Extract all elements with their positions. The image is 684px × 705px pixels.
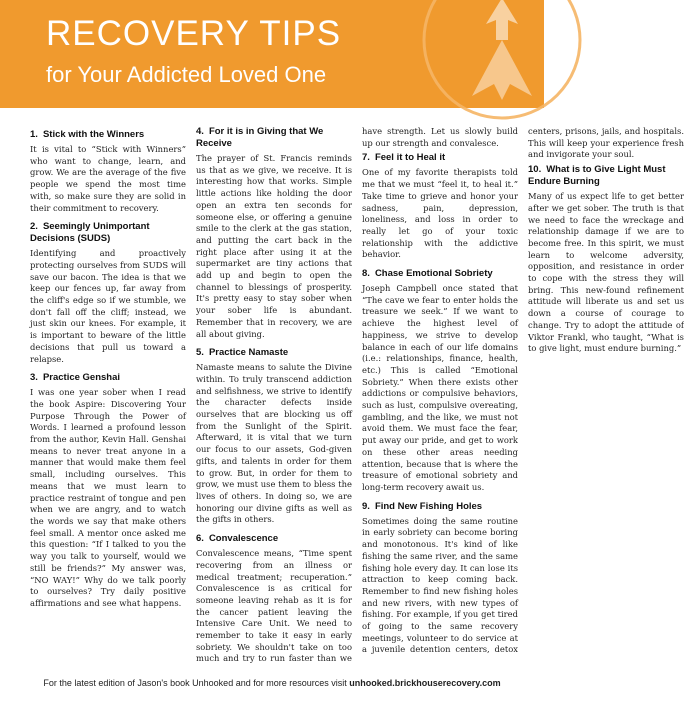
- tip-heading: 7. Feel it to Heal it: [362, 152, 446, 164]
- tip-body: Joseph Campbell once stated that “The cave we fear to enter holds the treasure we seek.” If we want to achieve the highest level of happiness, we strive to develop balance in each of our life domains (i.e.: relationships, finance, health, etc.) This is called “Emotional Sobriety.” When there exists other addictions or compulsive behaviors, such as lust, compulsive overeating, gambling, and the like, we must not avoid them. We must face the fear, put away our pride, and get to work on these other areas needing attention, because that is where the treasure of emotional sobriety and long-term recovery await us.: [362, 283, 518, 492]
- tip-heading: 6. Convalescence: [196, 533, 279, 545]
- tip-body: The prayer of St. Francis reminds us that as we give, we receive. It is interesting how that works. Simple little actions like holding the door open an extra ten seconds for someone else, or offering a genuine smile to the clerk at the gas station, and putting the cart back in the right place after using it at the supermarket are tiny actions that add up and begin to open the channel to blessings of prosperity. It's pretty easy to stay sober when your sober life is abundant. Remember that in recovery, we are all about giving.: [196, 153, 352, 339]
- tip-heading: 4. For it is in Giving that We Receive: [196, 126, 324, 149]
- tip-heading: 10. What is to Give Light Must Endure Burning: [528, 164, 666, 188]
- tip-body: Identifying and proactively protecting ourselves from SUDS will save our bacon. The idea is that we keep our fences up, far away from the cliff's edge so if we stumble, we don't fall off the cliff; instead, we just skin our knees. For example, it is important to beware of the little decisions that pull us toward a relapse.: [30, 248, 186, 364]
- tip-heading: 5. Practice Namaste: [196, 347, 289, 359]
- footer: [0, 678, 544, 688]
- page-subtitle: for Your Addicted Loved One: [46, 62, 327, 87]
- tip-10: [528, 164, 684, 355]
- tip-3: [30, 372, 186, 609]
- header-banner: [0, 0, 544, 108]
- tip-1: [30, 129, 186, 214]
- tip-heading: 1. Stick with the Winners: [30, 129, 145, 140]
- tip-heading: 9. Find New Fishing Holes: [362, 500, 483, 512]
- tip-heading: 8. Chase Emotional Sobriety: [362, 268, 493, 280]
- footer-link[interactable]: unhooked.brickhouserecovery.com: [349, 678, 501, 688]
- tip-body: One of my favorite therapists told me that we must “feel it, to heal it.” Take time to grieve and honor your sadness, pain, depression, loneliness, and loss in order to really let go of your toxic relationship with the addictive behavior.: [362, 167, 518, 260]
- tip-body: It is vital to “Stick with Winners” who want to change, learn, and grow. We are the average of the five people we spend the most time with, so make sure they are solid in their commitment to recovery.: [30, 144, 186, 213]
- tip-body: I was one year sober when I read the book Aspire: Discovering Your Purpose Through the Power of Words. I learned a profound lesson from the author, Kevin Hall. Genshai means to never treat anyone in a manner that would make them feel small, including ourselves. This means that we must learn to practice restraint of tongue and pen when we are angry, and to watch the words we say that make others feel small. A mentor once asked me this question: “If I talked to you the way you talk to yourself, would we still be friends?” My answer was, “NO WAY!” Why do we talk poorly to ourselves? Try daily positive affirmations and see what happens.: [30, 387, 186, 608]
- tip-body: Namaste means to salute the Divine within. To truly transcend addiction and selfishness, we strive to identify the character defects inside ourselves that are blocking us off from the Sunlight of the Spirit. Afterward, it is vital that we turn our focus to our assets, God-given gifts, and talents in order for them to grow. But, in order for them to grow, we must use them to bless the lives of others. In doing so, we are honoring our divine gifts as well as the gifts in others.: [196, 362, 352, 525]
- page-title: RECOVERY TIPS: [46, 14, 342, 53]
- tip-body: Many of us expect life to get better after we get sober. The truth is that we need to face the wreckage and relationship damage if we are to become free. In this spirit, we must learn to welcome adversity, opposition, and resistance in order to cope with the stress they will bring. This new-found refinement attitude will liberate us and set us down a course of courage to change. Try to adopt the attitude of Viktor Frankl, who taught, “What is to give light, must endure burning.”: [528, 191, 684, 354]
- tip-body: Sometimes doing the same routine in early sobriety can become boring and monotonous. It's kind of like fishing the same river, and the same fishing hole every day. It can lose its attraction to keep coming back. Remember to find new fishing holes and new rivers, with new types of fishing. For example, if you get tired of going to the same recovery meetings, volunteer to do service at a juvenile detention centers, detox centers, prisons, jails, and hospitals. This will keep your experience fresh and invigorate your soul.: [362, 126, 684, 655]
- tip-8: [362, 268, 518, 494]
- tip-body: Convalescence means, “Time spent recovering from an illness or medical treatment; recuperation.” Convalescence is as critical for someone leaving rehab as it is for the cancer patient leaving the Intensive Care Unit. We need to remember to take it easy in early sobriety. We shouldn't take on too much and try to run faster than we have strength. Let us slowly build up our strength and convalesce.: [196, 126, 518, 664]
- tip-heading: 2. Seemingly Unimportant Decisions (SUDS): [30, 221, 150, 245]
- tip-4: [196, 126, 352, 340]
- tip-7: [362, 152, 518, 261]
- tip-5: [196, 347, 352, 526]
- arrow-logo-icon: [414, 0, 544, 108]
- tips-columns: [30, 126, 684, 666]
- tip-heading: 3. Practice Genshai: [30, 372, 121, 384]
- tip-2: [30, 221, 186, 365]
- footer-text: For the latest edition of Jason's book Unhooked and for more resources visit: [43, 678, 350, 688]
